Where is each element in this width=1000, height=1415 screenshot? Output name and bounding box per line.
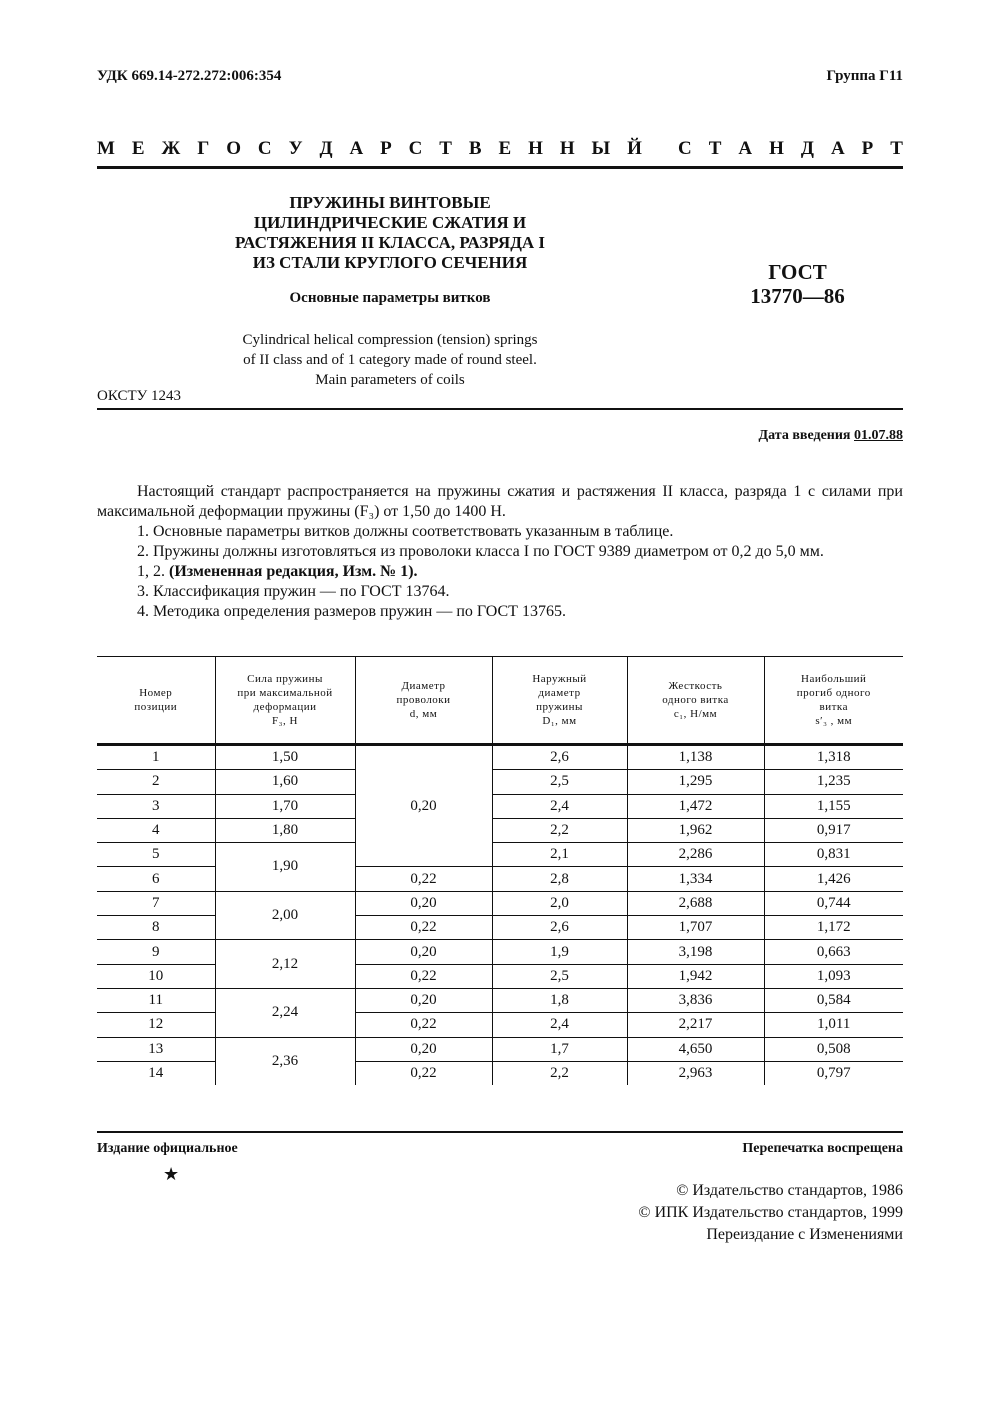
cell-force: 1,60 [215,770,355,794]
cell-force: 2,24 [215,988,355,1037]
parameters-table [97,656,903,1085]
body-text [97,482,903,622]
table-row [97,843,903,867]
cell-deflection: 0,797 [764,1061,903,1085]
banner-letter: Д [800,138,814,159]
cell-wire-diameter: 0,22 [355,1061,492,1085]
banner-letter: С [678,138,692,159]
cell-position: 10 [97,964,215,988]
cell-force: 1,50 [215,745,355,770]
paragraph [97,562,903,582]
cell-outer-diameter: 2,4 [492,794,627,818]
cell-position: 3 [97,794,215,818]
cell-wire-diameter: 0,20 [355,988,492,1012]
cell-outer-diameter: 1,9 [492,940,627,964]
table-row [97,988,903,1012]
cell-outer-diameter: 2,6 [492,916,627,940]
cell-position: 9 [97,940,215,964]
amendment-ref: 1, 2. [137,563,165,580]
paragraph: 3. Классификация пружин — по ГОСТ 13764. [137,583,450,600]
star-icon: ★ [163,1164,180,1184]
cell-wire-diameter: 0,22 [355,964,492,988]
document-subtitle: Основные параметры витков [289,290,491,306]
banner-letter: Р [380,138,392,159]
cell-force: 2,12 [215,940,355,989]
cell-deflection: 1,093 [764,964,903,988]
copyright-line: © Издательство стандартов, 1986 [676,1182,903,1199]
cell-outer-diameter: 2,0 [492,891,627,915]
cell-outer-diameter: 1,7 [492,1037,627,1061]
cell-outer-diameter: 2,2 [492,1061,627,1085]
banner-letter: Т [439,138,452,159]
cell-stiffness: 2,286 [627,843,764,867]
header-deflection: Наибольший прогиб одного витка s′₃ , мм [764,657,903,745]
cell-deflection: 0,831 [764,843,903,867]
cell-stiffness: 2,217 [627,1013,764,1037]
cell-force: 2,00 [215,891,355,940]
cell-outer-diameter: 2,5 [492,964,627,988]
banner-letter: Е [131,138,145,159]
cell-position: 11 [97,988,215,1012]
banner-letter: Н [769,138,784,159]
cell-position: 7 [97,891,215,915]
cell-position: 14 [97,1061,215,1085]
banner-letter: М [97,138,115,159]
cell-wire-diameter: 0,22 [355,916,492,940]
reprint-prohibited: Перепечатка воспрещена [742,1141,903,1156]
cell-outer-diameter: 2,6 [492,745,627,770]
reissue-note: Переиздание с Изменениями [706,1226,903,1243]
banner-letter: Н [559,138,575,159]
banner-letter: Р [861,138,874,159]
banner-letter: Ж [161,138,181,159]
cell-deflection: 0,584 [764,988,903,1012]
gost-number: 13770—86 [750,284,845,308]
cell-deflection: 0,508 [764,1037,903,1061]
banner-letter: У [288,138,303,159]
cell-outer-diameter: 2,5 [492,770,627,794]
banner-letter: Н [528,138,543,159]
english-title-line: Cylindrical helical compression (tension) springs [242,332,538,348]
paragraph: Настоящий стандарт распространяется на пружины сжатия и растяжения II класса, разряда 1 с силами при максимальной деформации пружины (F₃) от 1,50 до 1400 Н. [97,483,903,520]
table-header-row [97,657,903,745]
title-line: РАСТЯЖЕНИЯ II КЛАССА, РАЗРЯДА I [234,233,546,252]
table-row [97,794,903,818]
english-title [195,330,585,390]
cell-position: 12 [97,1013,215,1037]
cell-outer-diameter: 1,8 [492,988,627,1012]
divider [97,166,903,169]
cell-wire-diameter: 0,20 [355,1037,492,1061]
title-line: ИЗ СТАЛИ КРУГЛОГО СЕЧЕНИЯ [252,253,528,272]
divider [97,408,903,410]
cell-stiffness: 2,688 [627,891,764,915]
banner-letter: А [830,138,845,159]
cell-deflection: 1,011 [764,1013,903,1037]
cell-position: 5 [97,843,215,867]
banner-word-2 [678,138,903,160]
table-row [97,770,903,794]
cell-stiffness: 1,942 [627,964,764,988]
cell-outer-diameter: 2,2 [492,818,627,842]
cell-outer-diameter: 2,4 [492,1013,627,1037]
table-row [97,818,903,842]
cell-position: 2 [97,770,215,794]
table-row [97,891,903,915]
okstu-code: ОКСТУ 1243 [97,388,182,404]
cell-force: 1,90 [215,843,355,892]
table-row [97,1037,903,1061]
group-code: Группа Г11 [826,68,903,84]
cell-wire-diameter: 0,20 [355,745,492,867]
cell-force: 1,70 [215,794,355,818]
udk-code: УДК 669.14-272.272:006:354 [97,68,282,84]
cell-position: 6 [97,867,215,891]
cell-deflection: 1,426 [764,867,903,891]
banner-letter: А [738,138,753,159]
cell-position: 8 [97,916,215,940]
cell-deflection: 0,917 [764,818,903,842]
cell-deflection: 1,172 [764,916,903,940]
banner-letter: С [408,138,423,159]
cell-stiffness: 4,650 [627,1037,764,1061]
cell-stiffness: 3,836 [627,988,764,1012]
banner-letter: Ы [591,138,611,159]
paragraph: 2. Пружины должны изготовляться из проволоки класса I по ГОСТ 9389 диаметром от 0,2 до 5,0 мм. [137,543,824,560]
banner-letter: А [349,138,364,159]
official-edition: Издание официальное [97,1141,238,1156]
cell-deflection: 1,235 [764,770,903,794]
cell-force: 2,36 [215,1037,355,1085]
cell-position: 4 [97,818,215,842]
cell-outer-diameter: 2,1 [492,843,627,867]
cell-stiffness: 1,962 [627,818,764,842]
header-wire-diameter: Диаметр проволоки d, мм [355,657,492,745]
cell-stiffness: 1,295 [627,770,764,794]
cell-wire-diameter: 0,22 [355,1013,492,1037]
banner-word-1 [97,138,642,160]
banner-letter: Й [627,138,642,159]
cell-deflection: 0,744 [764,891,903,915]
cell-wire-diameter: 0,20 [355,891,492,915]
cell-force: 1,80 [215,818,355,842]
header-force: Сила пружины при максимальной деформации F₃, Н [215,657,355,745]
cell-wire-diameter: 0,22 [355,867,492,891]
cell-deflection: 1,155 [764,794,903,818]
title-line: ПРУЖИНЫ ВИНТОВЫЕ [289,193,491,212]
gost-label: ГОСТ [768,260,827,284]
cell-position: 13 [97,1037,215,1061]
banner-letter: Т [890,138,903,159]
cell-deflection: 1,318 [764,745,903,770]
cell-stiffness: 1,334 [627,867,764,891]
banner-letter: О [226,138,241,159]
english-title-line: Main parameters of coils [315,372,465,388]
header-stiffness: Жесткость одного витка c₁, Н/мм [627,657,764,745]
table-row [97,745,903,770]
banner-letter: Т [708,138,722,159]
divider [97,1131,903,1133]
effective-date [759,428,903,444]
title-line: ЦИЛИНДРИЧЕСКИЕ СЖАТИЯ И [253,213,527,232]
date-value: 01.07.88 [854,428,903,443]
header-position: Номер позиции [97,657,215,745]
table-row [97,940,903,964]
banner-letter: Е [498,138,512,159]
paragraph: 1. Основные параметры витков должны соответствовать указанным в таблице. [137,523,674,540]
copyright-block [638,1180,903,1246]
paragraph: 4. Методика определения размеров пружин — по ГОСТ 13765. [137,603,566,620]
document-title [195,193,585,273]
cell-stiffness: 2,963 [627,1061,764,1085]
cell-deflection: 0,663 [764,940,903,964]
cell-stiffness: 3,198 [627,940,764,964]
standard-banner [97,138,903,160]
header-outer-diameter: Наружный диаметр пружины D₁, мм [492,657,627,745]
cell-stiffness: 1,707 [627,916,764,940]
english-title-line: of II class and of 1 category made of round steel. [243,352,537,368]
amendment-note: (Измененная редакция, Изм. № 1). [169,563,418,580]
cell-stiffness: 1,138 [627,745,764,770]
cell-wire-diameter: 0,20 [355,940,492,964]
banner-letter: В [468,138,482,159]
copyright-line: © ИПК Издательство стандартов, 1999 [638,1204,903,1221]
cell-position: 1 [97,745,215,770]
banner-letter: Г [197,138,210,159]
banner-letter: Д [319,138,333,159]
date-label: Дата введения [758,428,851,443]
gost-designation [735,260,860,308]
banner-letter: С [257,138,272,159]
cell-outer-diameter: 2,8 [492,867,627,891]
cell-stiffness: 1,472 [627,794,764,818]
